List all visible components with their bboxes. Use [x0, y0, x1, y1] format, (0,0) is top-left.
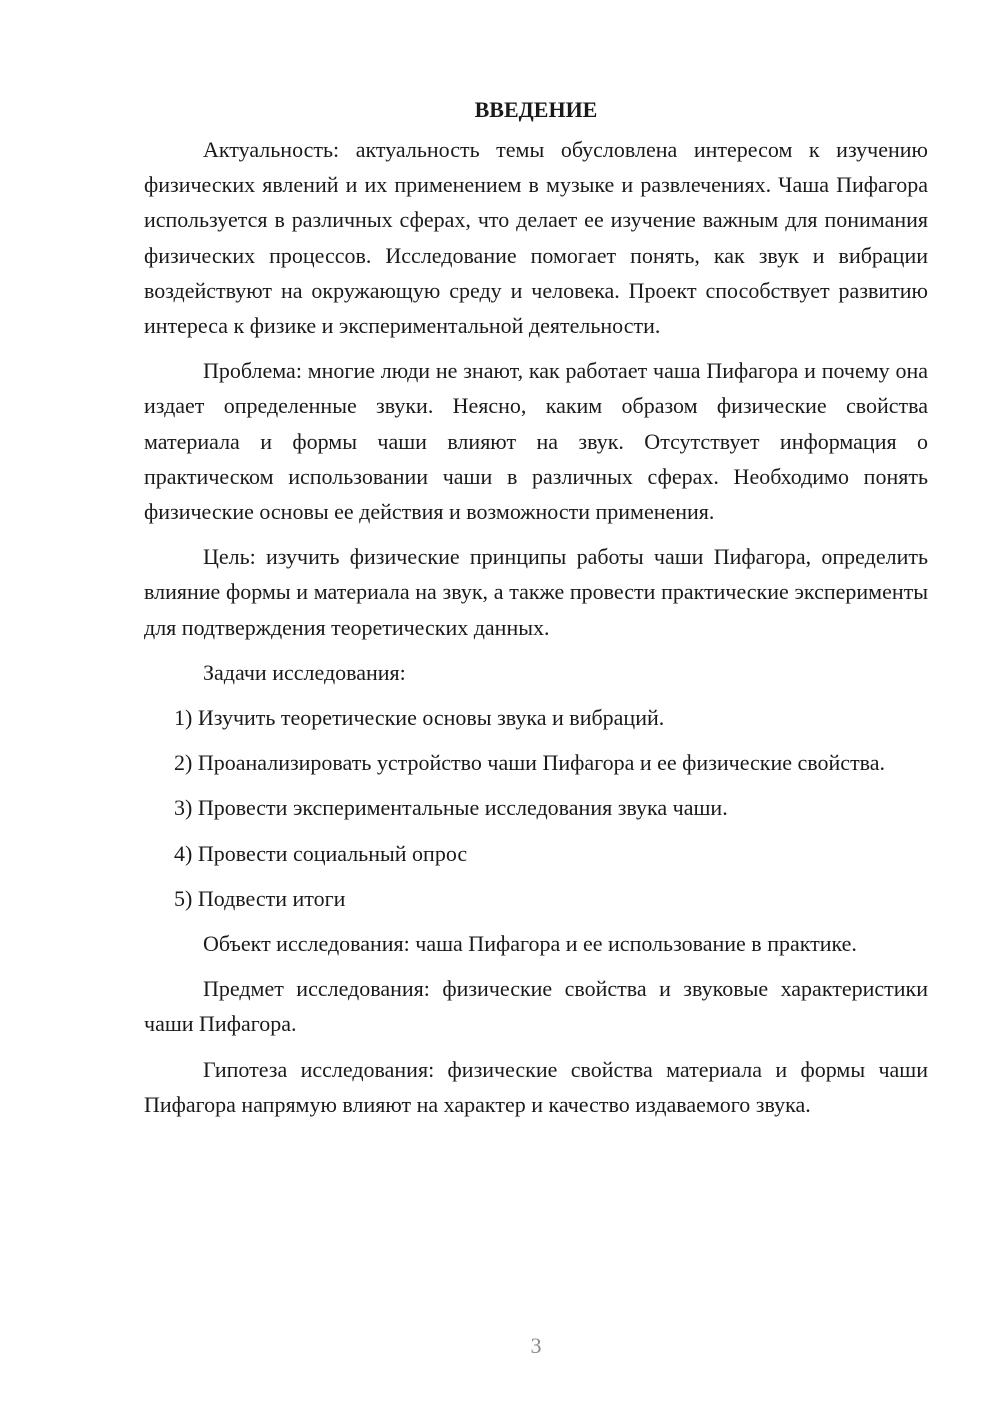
task-item-2: 2) Проанализировать устройство чаши Пифагора и ее физические свойства. [174, 750, 886, 776]
page-number: 3 [530, 1333, 542, 1358]
task-item-4: 4) Провести социальный опрос [174, 840, 468, 866]
object-paragraph: Объект исследования: чаша Пифагора и ее использование в практике. [203, 931, 857, 957]
task-item-1: 1) Изучить теоретические основы звука и вибраций. [174, 705, 665, 731]
document-page [144, 92, 928, 1132]
task-item-3: 3) Провести экспериментальные исследования звука чаши. [174, 795, 728, 821]
hypothesis-paragraph: Гипотеза исследования: физические свойства материала и формы чаши Пифагора напрямую влияют на характер и качество издаваемого звука. [144, 1056, 928, 1117]
section-title: ВВЕДЕНИЕ [474, 97, 598, 122]
goal-paragraph: Цель: изучить физические принципы работы чаши Пифагора, определить влияние формы и материала на звук, а также провести практические эксперименты для подтверждения теоретических данных. [144, 544, 928, 640]
task-item-5: 5) Подвести итоги [174, 885, 346, 911]
tasks-list [144, 700, 928, 916]
subject-paragraph: Предмет исследования: физические свойства и звуковые характеристики чаши Пифагора. [144, 976, 928, 1037]
tasks-heading: Задачи исследования: [203, 659, 406, 685]
problem-paragraph: Проблема: многие люди не знают, как работает чаша Пифагора и почему она издает определенные звуки. Неясно, каким образом физические свойства материала и формы чаши влияют на звук. Отсутствует информация о практическом использовании чаши в различных сферах. Необходимо понять физические основы ее действия и возможности применения. [144, 358, 928, 525]
relevance-paragraph: Актуальность: актуальность темы обусловлена интересом к изучению физических явлений и их применением в музыке и развлечениях. Чаша Пифагора используется в различных сферах, что делает ее изучение важным для понимания физических процессов. Исследование помогает понять, как звук и вибрации воздействуют на окружающую среду и человека. Проект способствует развитию интереса к физике и экспериментальной деятельности. [144, 137, 928, 339]
